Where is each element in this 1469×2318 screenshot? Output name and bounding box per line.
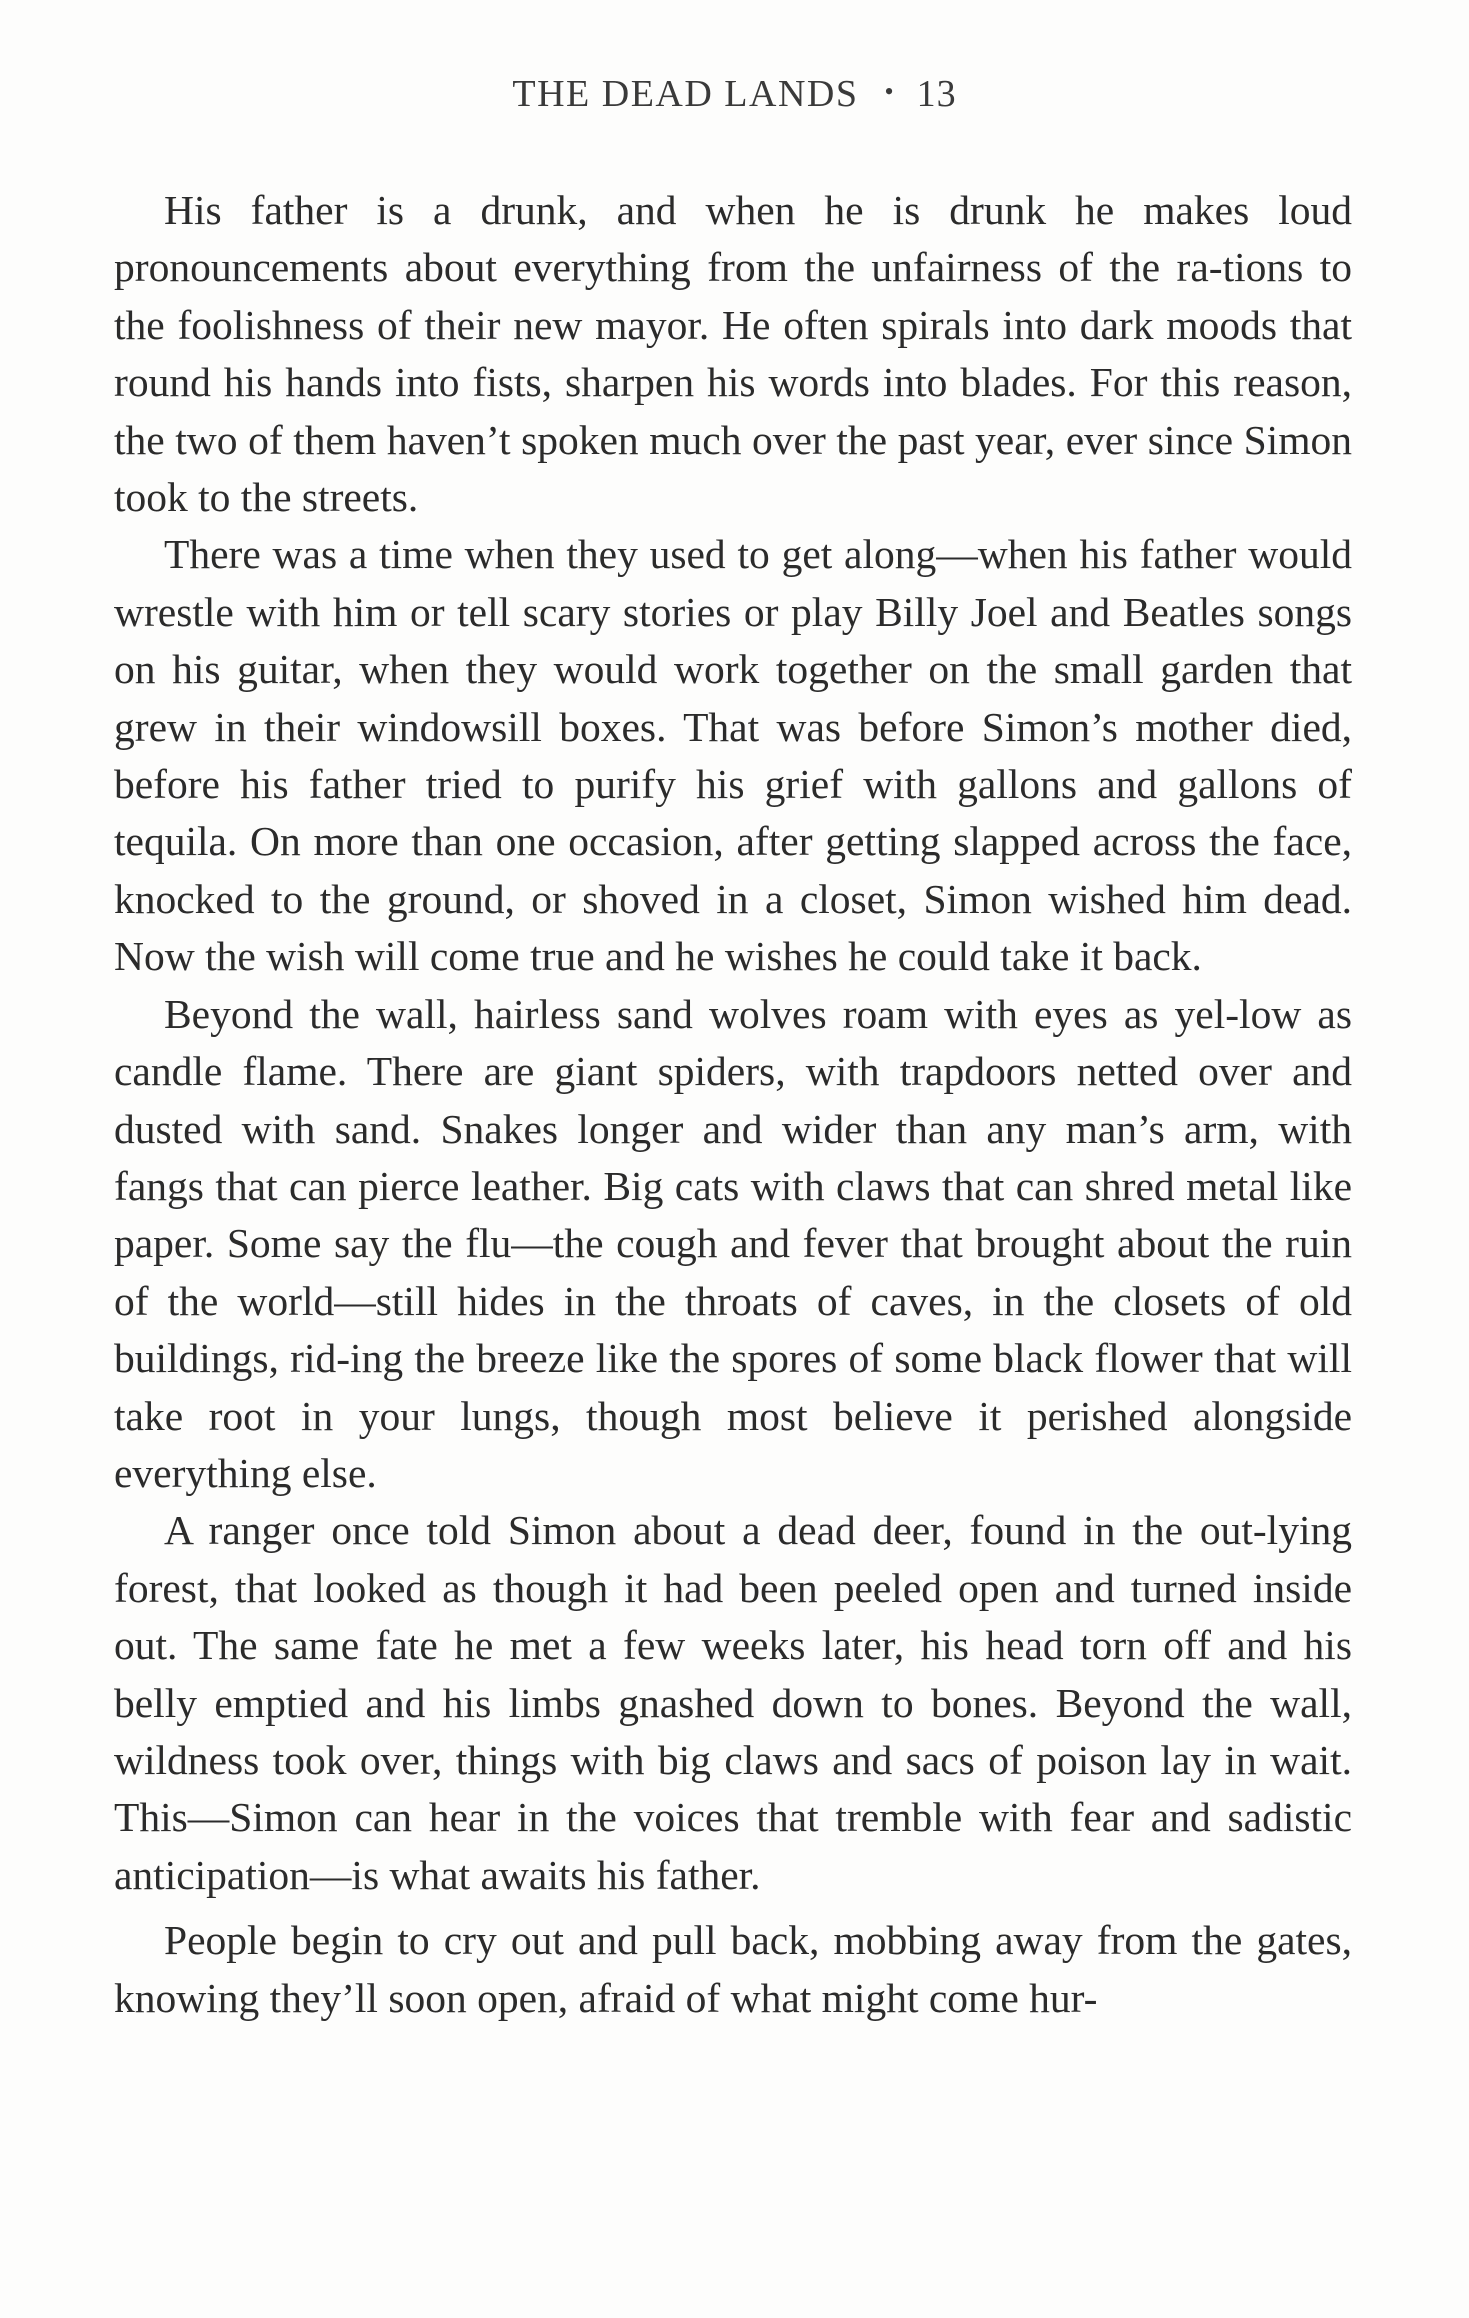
running-head	[0, 72, 1469, 116]
paragraph: Beyond the wall, hairless sand wolves roam with eyes as yel-low as candle flame. There are giant spiders, with trapdoors netted over and dusted with sand. Snakes longer and wider than any man’s arm, with fangs that can pierce leather. Big cats with claws that can shred metal like paper. Some say the flu—the cough and fever that brought about the ruin of the world—still hides in the throats of caves, in the closets of old buildings, rid-ing the breeze like the spores of some black flower that will take root in your lungs, though most believe it perished alongside everything else.	[114, 990, 1352, 1496]
paragraph: People begin to cry out and pull back, mobbing away from the gates, knowing they’ll soon open, afraid of what might come hur-	[114, 1917, 1352, 2021]
paragraph: There was a time when they used to get along—when his father would wrestle with him or tell scary stories or play Billy Joel and Beatles songs on his guitar, when they would work together on the small garden that grew in their windowsill boxes. That was before Simon’s mother died, before his father tried to purify his grief with gallons and gallons of tequila. On more than one occasion, after getting slapped across the face, knocked to the ground, or shoved in a closet, Simon wished him dead. Now the wish will come true and he wishes he could take it back.	[114, 531, 1352, 980]
book-title: THE DEAD LANDS	[512, 73, 859, 115]
paragraph: A ranger once told Simon about a dead deer, found in the out-lying forest, that looked as though it had been peeled open and turned inside out. The same fate he met a few weeks later, his head torn off and his belly emptied and his limbs gnashed down to bones. Beyond the wall, wildness took over, things with big claws and sacs of poison lay in wait. This—Simon can hear in the voices that tremble with fear and sadistic anticipation—is what awaits his father.	[114, 1507, 1352, 1898]
paragraph: His father is a drunk, and when he is drunk he makes loud pronouncements about everything from the unfairness of the ra-tions to the foolishness of their new mayor. He often spirals into dark moods that round his hands into fists, sharpen his words into blades. For this reason, the two of them haven’t spoken much over the past year, ever since Simon took to the streets.	[114, 187, 1352, 521]
body-text	[114, 182, 1352, 2027]
page-number: 13	[916, 73, 957, 115]
header-bullet: •	[884, 77, 895, 106]
